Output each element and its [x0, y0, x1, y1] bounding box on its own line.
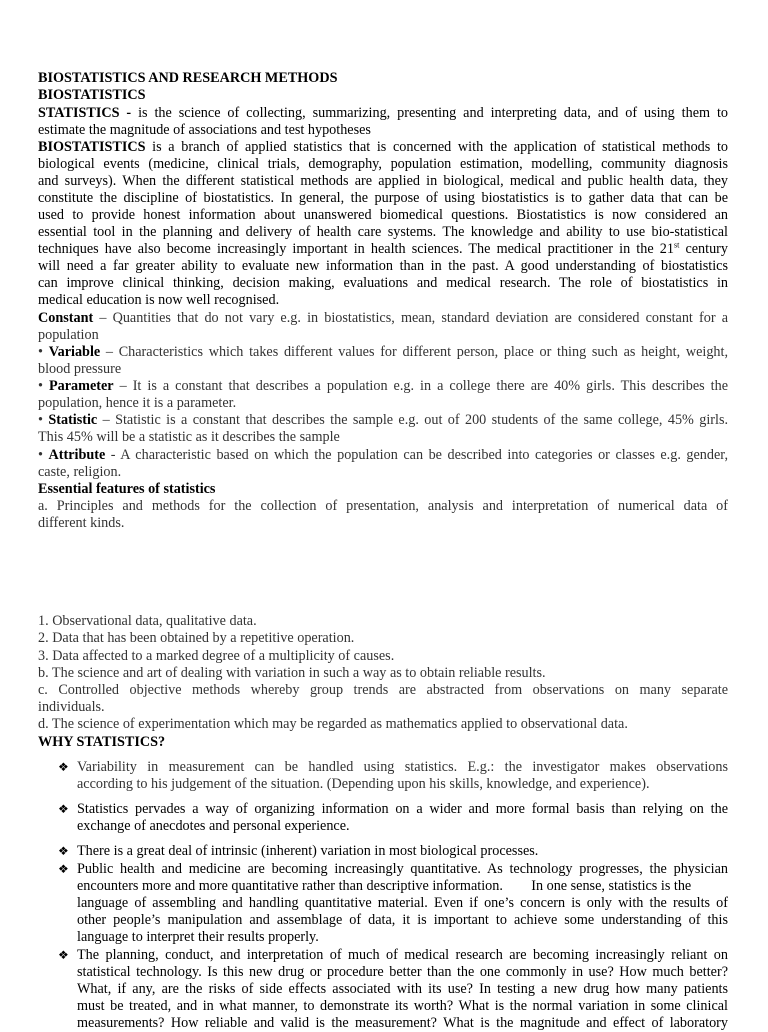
numbered-item: 1. Observational data, qualitative data.	[38, 613, 257, 629]
why-bullet-line: other people’s manipulation and assemblage of data, it is important to achieve some understanding of this	[77, 912, 728, 928]
biostatistics-definition-line: constitute the discipline of biostatistics. In general, the purpose of using biostatistics is to gather data that can be	[38, 190, 728, 206]
why-bullet-line: exchange of anecdotes and personal experience.	[77, 818, 350, 834]
definition-parameter-cont: population, hence it is a parameter.	[38, 395, 237, 411]
why-bullet-line: must be treated, and in what manner, to demonstrate its worth? What is the normal variation in some clinical	[77, 998, 728, 1014]
biostatistics-definition-line: and surveys). When the different statistical methods are applied in biological, medical and public health data, they	[38, 173, 728, 189]
definition-attribute: • Attribute - A characteristic based on which the population can be described into categories or classes e.g. gender,	[38, 447, 728, 463]
essential-c: c. Controlled objective methods whereby group trends are abstracted from observations on many separate	[38, 682, 728, 698]
bullet-icon: ❖	[58, 802, 69, 816]
numbered-item: 3. Data affected to a marked degree of a multiplicity of causes.	[38, 648, 395, 664]
statistics-definition-line: estimate the magnitude of associations and test hypotheses	[38, 122, 371, 138]
document-title: BIOSTATISTICS AND RESEARCH METHODS	[38, 70, 338, 86]
essential-a-cont: different kinds.	[38, 515, 125, 531]
definition-attribute-cont: caste, religion.	[38, 464, 122, 480]
essential-a: a. Principles and methods for the collection of presentation, analysis and interpretation of numerical data of	[38, 498, 728, 514]
why-bullet-line: measurements? How reliable and valid is the measurement? What is the magnitude and effect of laboratory	[77, 1015, 728, 1031]
biostatistics-definition-line: techniques have also become increasingly important in health sciences. The medical practitioner in the 21st century	[38, 240, 728, 257]
definition-variable-cont: blood pressure	[38, 361, 122, 377]
biostatistics-definition-line: used to provide honest information about unanswered biomedical questions. Biostatistics is now considered an	[38, 207, 728, 223]
why-bullet-line: language to interpret their results properly.	[77, 929, 319, 945]
why-bullet-line: Variability in measurement can be handled using statistics. E.g.: the investigator makes observations	[77, 759, 728, 775]
term-statistics: STATISTICS -	[38, 105, 132, 121]
biostatistics-definition-line: BIOSTATISTICS is a branch of applied statistics that is concerned with the application of statistical methods to	[38, 139, 728, 155]
essential-c-cont: individuals.	[38, 699, 105, 715]
bullet-icon: ❖	[58, 844, 69, 858]
why-bullet-line: The planning, conduct, and interpretation of much of medical research are becoming increasingly reliant on	[77, 947, 728, 963]
definition-statistic: • Statistic – Statistic is a constant that describes the sample e.g. out of 200 students of the same college, 45% girls.	[38, 412, 729, 428]
superscript-st: st	[673, 240, 680, 250]
term-biostatistics: BIOSTATISTICS	[38, 139, 146, 155]
definition-constant-cont: population	[38, 327, 99, 343]
why-statistics-heading: WHY STATISTICS?	[38, 734, 166, 750]
biostatistics-definition-line: will need a far greater ability to evaluate new information than in the past. A good understanding of biostatistics	[38, 258, 728, 274]
essential-b: b. The science and art of dealing with variation in such a way as to obtain reliable results.	[38, 665, 546, 681]
definition-constant: Constant – Quantities that do not vary e.g. in biostatistics, mean, standard deviation are considered constant for a	[38, 310, 728, 326]
numbered-item: 2. Data that has been obtained by a repetitive operation.	[38, 630, 355, 646]
bullet-icon: ❖	[58, 948, 69, 962]
definition-variable: • Variable – Characteristics which takes different values for different person, place or thing such as height, weight,	[38, 344, 728, 360]
why-bullet-line: language of assembling and handling quantitative material. Even if one’s concern is only with the results of	[77, 895, 728, 911]
why-bullet-line: encounters more and more quantitative rather than descriptive information. In one sense, statistics is the	[77, 878, 692, 894]
bullet-icon: ❖	[58, 862, 69, 876]
statistics-definition-line: STATISTICS - is the science of collecting, summarizing, presenting and interpreting data, and of using them to	[38, 105, 728, 121]
why-bullet-line: There is a great deal of intrinsic (inherent) variation in most biological processes.	[77, 843, 539, 859]
definition-statistic-cont: This 45% will be a statistic as it describes the sample	[38, 429, 340, 445]
biostatistics-definition-line: medical education is now well recognised.	[38, 292, 280, 308]
biostatistics-definition-line: can improve clinical thinking, decision making, evaluations and medical research. The role of biostatistics in	[38, 275, 728, 291]
biostatistics-definition-line: essential tool in the planning and delivery of health care systems. The knowledge and ability to use bio-statistical	[38, 224, 728, 240]
why-bullet-line: statistical technology. Is this new drug or procedure better than the one commonly in use? How much better?	[77, 964, 728, 980]
section-heading-biostatistics: BIOSTATISTICS	[38, 87, 146, 103]
why-bullet-line: Public health and medicine are becoming increasingly quantitative. As technology progresses, the physician	[77, 861, 728, 877]
bullet-icon: ❖	[58, 760, 69, 774]
essential-d: d. The science of experimentation which may be regarded as mathematics applied to observational data.	[38, 716, 628, 732]
essential-features-heading: Essential features of statistics	[38, 481, 216, 497]
why-bullet-line: according to his judgement of the situation. (Depending upon his skills, knowledge, and experience).	[77, 776, 650, 792]
why-bullet-line: What, if any, are the risks of side effects associated with its use? In testing a new drug how many patients	[77, 981, 728, 997]
definition-parameter: • Parameter – It is a constant that describes a population e.g. in a college there are 40% girls. This describes the	[38, 378, 728, 394]
biostatistics-definition-line: biological events (medicine, clinical trials, demography, population estimation, modelling, community diagnosis	[38, 156, 728, 172]
why-bullet-line: Statistics pervades a way of organizing information on a wider and more formal basis than relying on the	[77, 801, 728, 817]
